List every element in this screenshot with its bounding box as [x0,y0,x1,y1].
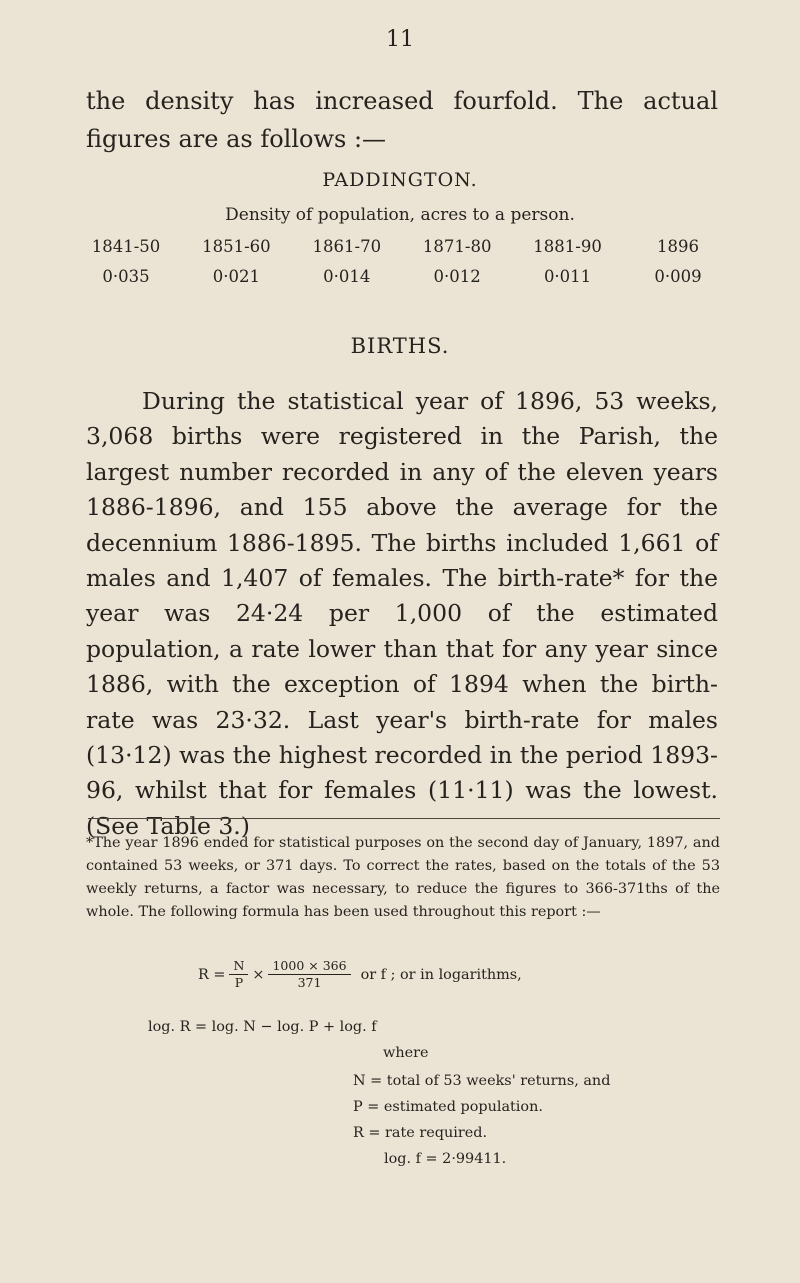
table-header-row [84,232,720,262]
table-row [84,262,720,292]
year-cell: 1861-70 [312,237,382,256]
density-caption: Density of population, acres to a person. [225,205,575,225]
density-value-cell: 0·021 [212,267,261,286]
density-value-cell: 0·009 [654,267,702,286]
density-value-cell: 0·011 [543,267,592,286]
year-cell: 1881-90 [533,237,602,256]
births-heading: BIRTHS. [350,334,450,358]
fraction-denominator: 371 [297,975,322,990]
definition-r: R = rate required. [353,1125,488,1141]
definition-p: P = estimated population. [353,1099,543,1115]
footnote-text: *The year 1896 ended for statistical purposes on the second day of January, 1897, and contained 53 weeks, or 371 days. To correct the rates, based on the totals of the 53 weekly returns, a factor was necessary, to reduce the figures to 366-371ths of the whole. The following formula has been used throughout this report :— [86,835,720,920]
footnote-divider [88,818,720,819]
fraction-denominator: P [234,975,244,990]
page-number: 11 [386,27,414,52]
paddington-heading: PADDINGTON. [322,169,478,191]
times-sign: × [252,966,265,983]
definition-f: log. f = 2·99411. [384,1151,507,1167]
births-paragraph: During the statistical year of 1896, 53 weeks, 3,068 births were registered in the Parish, the largest number recorded in any of the eleven years 1886-1896, and 155 above the average for the decennium 1886-1895. The births included 1,661 of males and 1,407 of females. The birth-rate* for the year was 24·24 per 1,000 of the estimated population, a rate lower than that for any year since 1886, with the exception of 1894 when the birth-rate was 23·32. Last year's birth-rate for males (13·12) was the highest recorded in the period 1893-96, whilst that for females (11·11) was the lowest. (See Table 3.) [86,387,718,840]
log-formula: log. R = log. N − log. P + log. f [148,1019,377,1035]
year-cell: 1851-60 [202,237,271,256]
intro-text: the density has increased fourfold. The actual figures are as follows :— [86,87,718,153]
density-value-cell: 0·035 [102,267,150,286]
fraction-n-over-p [229,958,248,991]
formula-lhs: R = [198,966,226,983]
density-value-cell: 0·012 [433,267,481,286]
fraction-numerator: 1000 × 366 [268,958,350,975]
fraction-numerator: N [229,958,248,975]
density-value-cell: 0·014 [323,267,371,286]
where-label: where [383,1045,429,1061]
intro-paragraph [86,82,718,158]
definition-n: N = total of 53 weeks' returns, and [353,1073,611,1089]
year-cell: 1871-80 [422,237,492,256]
year-cell: 1896 [656,237,699,256]
density-table [84,232,720,292]
formula-tail: or f ; or in logarithms, [360,966,522,983]
fraction-correction-factor [268,958,350,991]
rate-formula [198,958,522,991]
year-cell: 1841-50 [91,237,161,256]
